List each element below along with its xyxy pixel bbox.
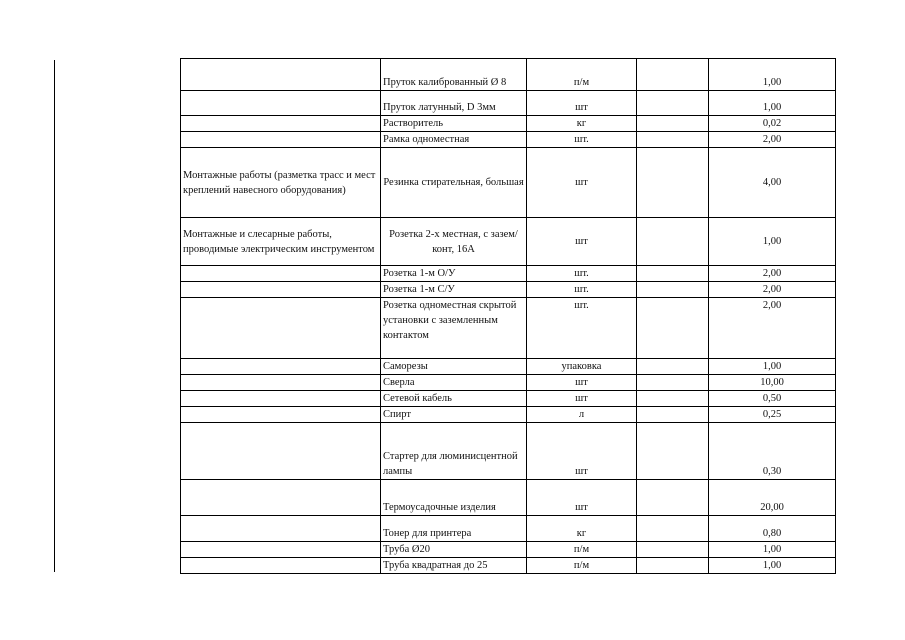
empty-cell (637, 59, 709, 91)
empty-cell (637, 148, 709, 218)
unit-cell: шт. (527, 282, 637, 298)
empty-cell (637, 132, 709, 148)
unit-cell: п/м (527, 558, 637, 574)
quantity-cell: 2,00 (709, 266, 836, 282)
table-row (181, 132, 836, 148)
work-cell: Монтажные работы (разметка трасс и мест креплений навесного оборудования) (181, 148, 381, 218)
quantity-cell: 1,00 (709, 91, 836, 116)
material-cell: Саморезы (381, 359, 527, 375)
table-row (181, 91, 836, 116)
quantity-cell: 2,00 (709, 298, 836, 359)
empty-cell (637, 359, 709, 375)
empty-cell (637, 480, 709, 516)
empty-cell (637, 266, 709, 282)
quantity-cell: 0,02 (709, 116, 836, 132)
empty-cell (637, 558, 709, 574)
unit-cell: п/м (527, 542, 637, 558)
empty-cell (637, 298, 709, 359)
work-cell (181, 282, 381, 298)
empty-cell (637, 375, 709, 391)
quantity-cell: 4,00 (709, 148, 836, 218)
quantity-cell: 1,00 (709, 542, 836, 558)
work-cell: Монтажные и слесарные работы, проводимые электрическим инструментом (181, 218, 381, 266)
work-cell (181, 266, 381, 282)
work-cell (181, 91, 381, 116)
material-cell: Рамка одноместная (381, 132, 527, 148)
table-row (181, 298, 836, 359)
table-row (181, 407, 836, 423)
unit-cell: кг (527, 116, 637, 132)
material-cell: Растворитель (381, 116, 527, 132)
work-cell (181, 391, 381, 407)
unit-cell: упаковка (527, 359, 637, 375)
empty-cell (637, 391, 709, 407)
table-row (181, 116, 836, 132)
material-cell: Спирт (381, 407, 527, 423)
empty-cell (637, 542, 709, 558)
quantity-cell: 20,00 (709, 480, 836, 516)
table-row (181, 480, 836, 516)
table-row (181, 375, 836, 391)
empty-cell (637, 91, 709, 116)
table-row (181, 59, 836, 91)
table-row (181, 516, 836, 542)
table-row (181, 558, 836, 574)
work-cell (181, 375, 381, 391)
work-cell (181, 423, 381, 480)
materials-table (180, 58, 836, 574)
quantity-cell: 1,00 (709, 558, 836, 574)
unit-cell: шт (527, 148, 637, 218)
material-cell: Сетевой кабель (381, 391, 527, 407)
material-cell: Труба Ø20 (381, 542, 527, 558)
unit-cell: шт. (527, 298, 637, 359)
work-cell (181, 480, 381, 516)
table-row (181, 423, 836, 480)
unit-cell: шт (527, 391, 637, 407)
table-row (181, 359, 836, 375)
work-cell (181, 558, 381, 574)
material-cell: Розетка одноместная скрытой установки с заземленным контактом (381, 298, 527, 359)
unit-cell: шт (527, 375, 637, 391)
material-cell: Розетка 1-м О/У (381, 266, 527, 282)
material-cell: Сверла (381, 375, 527, 391)
empty-cell (637, 423, 709, 480)
table-row (181, 266, 836, 282)
quantity-cell: 0,50 (709, 391, 836, 407)
work-cell (181, 132, 381, 148)
unit-cell: кг (527, 516, 637, 542)
quantity-cell: 0,30 (709, 423, 836, 480)
unit-cell: шт (527, 423, 637, 480)
empty-cell (637, 282, 709, 298)
unit-cell: п/м (527, 59, 637, 91)
table-row (181, 218, 836, 266)
work-cell (181, 542, 381, 558)
quantity-cell: 1,00 (709, 218, 836, 266)
page-margin-line (54, 60, 55, 572)
quantity-cell: 1,00 (709, 59, 836, 91)
work-cell (181, 116, 381, 132)
work-cell (181, 298, 381, 359)
material-cell: Труба квадратная до 25 (381, 558, 527, 574)
empty-cell (637, 218, 709, 266)
quantity-cell: 10,00 (709, 375, 836, 391)
material-cell: Тонер для принтера (381, 516, 527, 542)
table-row (181, 148, 836, 218)
material-cell: Стартер для люминисцентной лампы (381, 423, 527, 480)
work-cell (181, 59, 381, 91)
table-row (181, 542, 836, 558)
quantity-cell: 0,25 (709, 407, 836, 423)
unit-cell: л (527, 407, 637, 423)
table-row (181, 391, 836, 407)
material-cell: Пруток калиброванный Ø 8 (381, 59, 527, 91)
empty-cell (637, 516, 709, 542)
material-cell: Пруток латунный, D 3мм (381, 91, 527, 116)
material-cell: Розетка 2-х местная, с зазем/конт, 16А (381, 218, 527, 266)
quantity-cell: 0,80 (709, 516, 836, 542)
material-cell: Розетка 1-м С/У (381, 282, 527, 298)
quantity-cell: 2,00 (709, 282, 836, 298)
quantity-cell: 1,00 (709, 359, 836, 375)
empty-cell (637, 407, 709, 423)
material-cell: Термоусадочные изделия (381, 480, 527, 516)
unit-cell: шт. (527, 266, 637, 282)
quantity-cell: 2,00 (709, 132, 836, 148)
empty-cell (637, 116, 709, 132)
unit-cell: шт (527, 91, 637, 116)
unit-cell: шт (527, 480, 637, 516)
table-row (181, 282, 836, 298)
work-cell (181, 407, 381, 423)
unit-cell: шт (527, 218, 637, 266)
material-cell: Резинка стирательная, большая (381, 148, 527, 218)
unit-cell: шт. (527, 132, 637, 148)
work-cell (181, 516, 381, 542)
work-cell (181, 359, 381, 375)
